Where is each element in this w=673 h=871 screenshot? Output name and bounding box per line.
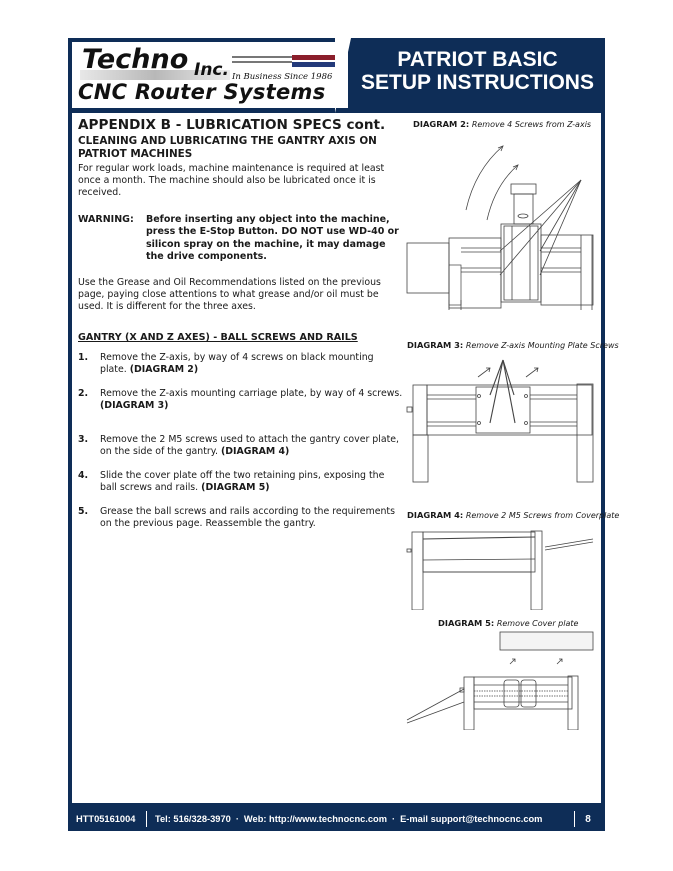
gantry-subheading: GANTRY (X AND Z AXES) - BALL SCREWS AND RAILS bbox=[78, 332, 358, 344]
step-text: Remove the Z-axis, by way of 4 screws on black mounting plate. bbox=[100, 352, 374, 376]
logo-tagline: In Business Since 1986 bbox=[232, 72, 333, 82]
logo-slant bbox=[335, 38, 351, 113]
step-number: 4. bbox=[78, 470, 89, 482]
logo-techno: Techno bbox=[82, 44, 189, 75]
logo-lines bbox=[232, 56, 292, 68]
diagram-2-zaxis-illustration bbox=[400, 140, 600, 310]
title-line-2: SETUP INSTRUCTIONS bbox=[361, 71, 594, 94]
footer-contact: Tel: 516/328-3970 · Web: http://www.technocnc.com · E-mail support@technocnc.com bbox=[155, 814, 543, 824]
main-content bbox=[78, 117, 403, 530]
step-item bbox=[78, 506, 403, 530]
intro-paragraph: For regular work loads, machine maintenance is required at least once a month. The machine should also be lubricated once it is received. bbox=[78, 163, 385, 198]
appendix-title: APPENDIX B - LUBRICATION SPECS cont. bbox=[78, 117, 386, 133]
step-text: Remove the 2 M5 screws used to attach the gantry cover plate, on the side of the gantry. bbox=[100, 434, 400, 458]
diagram-4-caption: DIAGRAM 4: Remove 2 M5 Screws from Coverplate bbox=[407, 510, 620, 520]
logo-inc: Inc. bbox=[194, 60, 229, 80]
document-code: HTT05161004 bbox=[76, 814, 136, 824]
step-item bbox=[78, 470, 403, 494]
diagram-5-cover-plate-removed-illustration bbox=[400, 630, 600, 730]
diagram-ref: (DIAGRAM 2) bbox=[129, 364, 199, 376]
step-text: Slide the cover plate off the two retaining pins, exposing the ball screws and rails. bbox=[100, 470, 385, 494]
warning-label: WARNING: bbox=[78, 214, 134, 225]
diagram-ref: (DIAGRAM 3) bbox=[100, 400, 169, 412]
document-title bbox=[350, 48, 605, 94]
footer-email-link[interactable]: E-mail support@technocnc.com bbox=[400, 814, 543, 824]
steps-list bbox=[78, 352, 403, 530]
step-number: 2. bbox=[78, 388, 89, 400]
diagram-ref: (DIAGRAM 4) bbox=[220, 446, 290, 458]
footer-tel: Tel: 516/328-3970 bbox=[155, 814, 231, 824]
step-number: 1. bbox=[78, 352, 89, 364]
step-item bbox=[78, 352, 403, 376]
diagram-5-caption: DIAGRAM 5: Remove Cover plate bbox=[438, 618, 579, 628]
title-line-1: PATRIOT BASIC bbox=[397, 48, 558, 71]
diagram-ref: (DIAGRAM 5) bbox=[201, 482, 270, 494]
step-number: 3. bbox=[78, 434, 89, 446]
diagram-3-caption: DIAGRAM 3: Remove Z-axis Mounting Plate Screws bbox=[407, 340, 619, 350]
diagram-2-caption: DIAGRAM 2: Remove 4 Screws from Z-axis bbox=[413, 119, 592, 129]
page-footer bbox=[72, 809, 601, 829]
warning-text: Before inserting any object into the machine, press the E-Stop Button. DO NOT use WD-40 or silicon spray on the machine, it may damage the drive components. bbox=[146, 214, 399, 262]
step-number: 5. bbox=[78, 506, 89, 518]
step-text: Remove the Z-axis mounting carriage plate, by way of 4 screws. bbox=[100, 388, 403, 400]
diagram-3-mounting-plate-illustration bbox=[400, 355, 600, 495]
company-logo bbox=[72, 42, 348, 108]
step-text: Grease the ball screws and rails according to the requirements on the previous page. Reassemble the gantry. bbox=[100, 506, 395, 530]
step-item bbox=[78, 388, 403, 412]
step-item bbox=[78, 434, 403, 458]
logo-cnc-router-systems: CNC Router Systems bbox=[78, 80, 326, 104]
warning-block bbox=[78, 214, 403, 263]
page-number: 8 bbox=[585, 813, 591, 825]
footer-web-link[interactable]: Web: http://www.technocnc.com bbox=[243, 814, 387, 824]
diagram-4-coverplate-illustration bbox=[400, 525, 600, 610]
recommendation-paragraph: Use the Grease and Oil Recommendations listed on the previous page, paying close attentions to what grease and/or oil must be used. It is different for the three axes. bbox=[78, 277, 381, 313]
section-title: CLEANING AND LUBRICATING THE GANTRY AXIS ON PATRIOT MACHINES bbox=[78, 135, 377, 160]
